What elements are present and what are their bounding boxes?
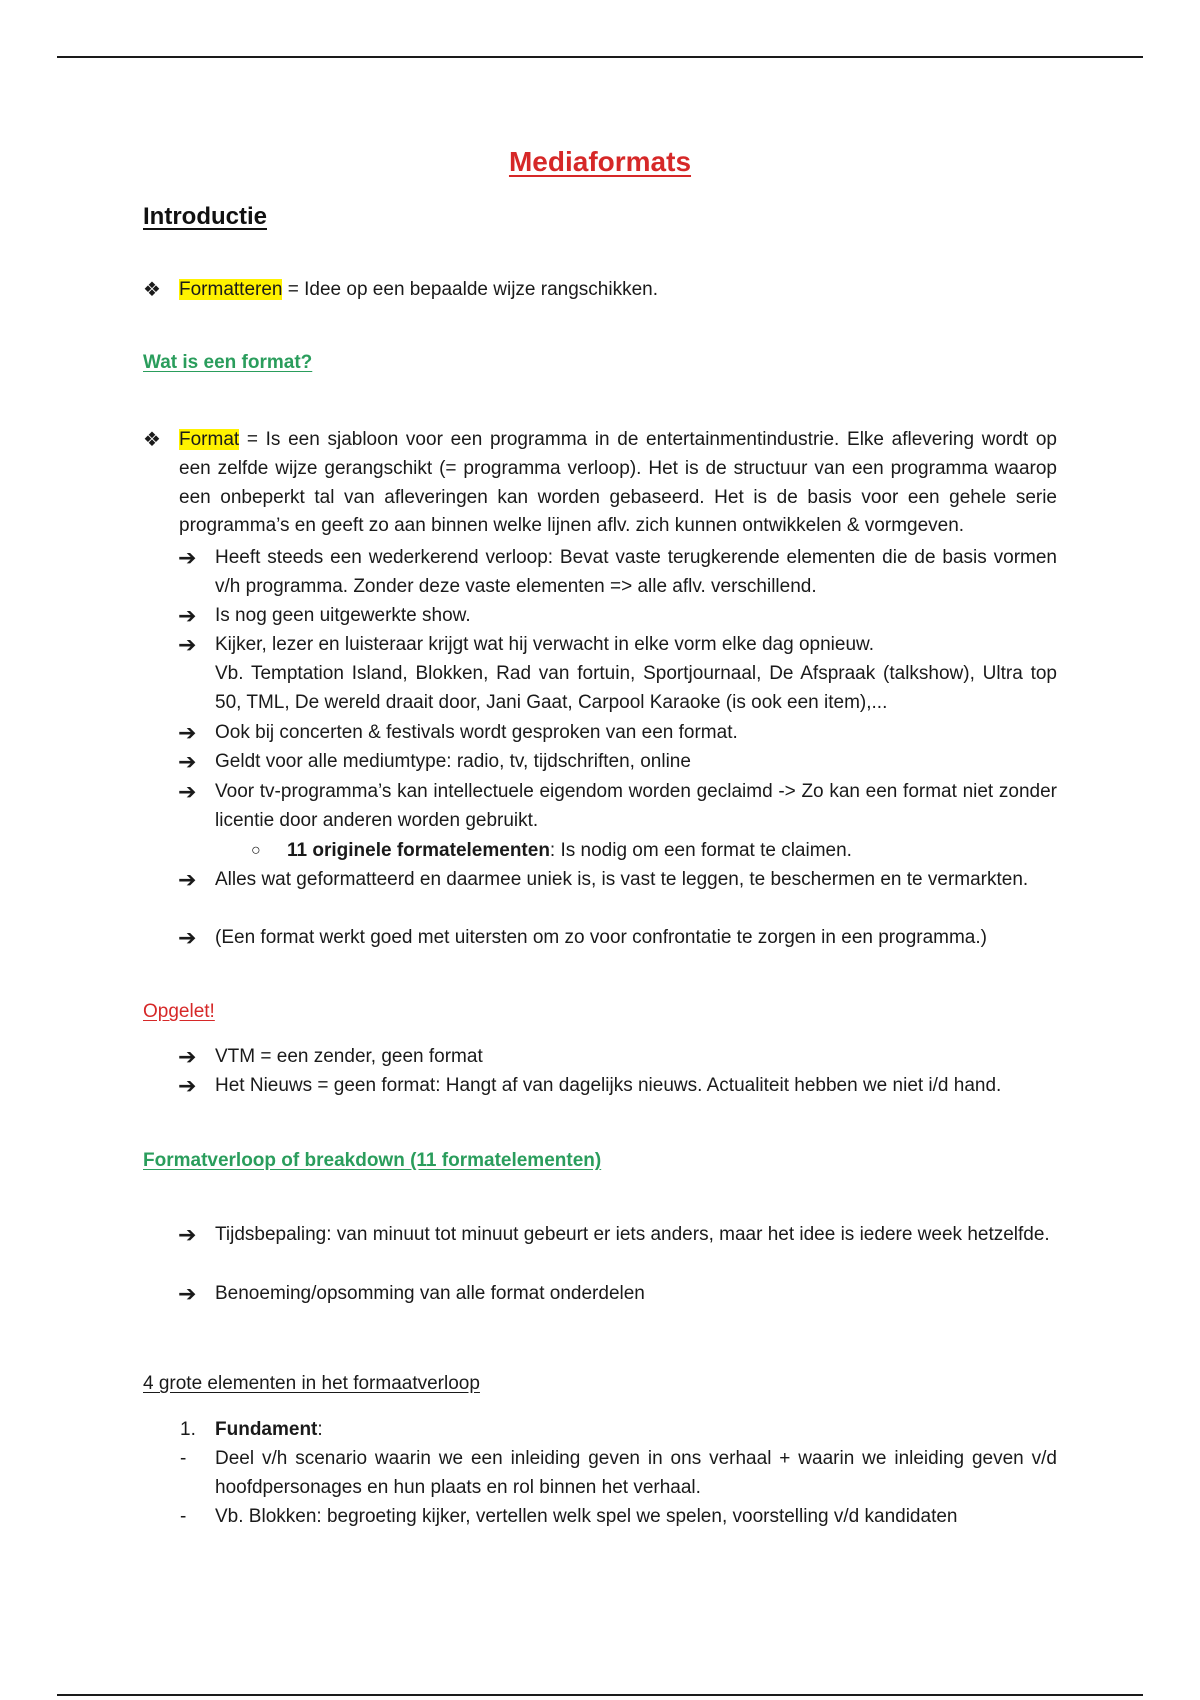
list-item: Alles wat geformatteerd en daarmee uniek is, is vast te leggen, te beschermen en te vermarkten. (215, 869, 1029, 890)
list-item: Kijker, lezer en luisteraar krijgt wat hij verwacht in elke vorm elke dag opnieuw. (215, 634, 874, 655)
list-item: Het Nieuws = geen format: Hangt af van dagelijks nieuws. Actualiteit hebben we niet i/d hand. (215, 1075, 1002, 1096)
heading-introductie: Introductie (143, 203, 267, 230)
arrow-bullet-icon: ➔ (178, 749, 197, 774)
dash-bullet-icon: - (180, 1448, 187, 1469)
top-rule (57, 56, 1143, 58)
list-item: Heeft steeds een wederkerend verloop: Bevat vaste terugkerende elementen die de basis vormen v/h programma. Zonder deze vaste elementen => alle aflv. verschillend. (215, 547, 1057, 597)
heading-4-grote-elementen: 4 grote elementen in het formaatverloop (143, 1373, 480, 1394)
arrow-bullet-icon: ➔ (178, 925, 197, 950)
list-item: VTM = een zender, geen format (215, 1046, 483, 1067)
definition-formatteren: Formatteren = Idee op een bepaalde wijze rangschikken. (179, 279, 658, 300)
arrow-bullet-icon: ➔ (178, 1044, 197, 1069)
term-format: Format (179, 429, 240, 450)
list-item: Ook bij concerten & festivals wordt gesproken van een format. (215, 722, 738, 743)
list-item: Deel v/h scenario waarin we een inleiding geven in ons verhaal + waarin we inleiding geven v/d hoofdpersonages en hun plaats en rol binnen het verhaal. (215, 1448, 1057, 1498)
arrow-bullet-icon: ➔ (178, 1222, 197, 1247)
examples-text: Vb. Temptation Island, Blokken, Rad van fortuin, Sportjournaal, De Afspraak (talkshow), Ultra top 50, TML, De wereld draait door, Jani Gaat, Carpool Karaoke (is ook een item),... (215, 663, 1057, 713)
arrow-bullet-icon: ➔ (178, 1073, 197, 1098)
circle-bullet-icon: ○ (251, 842, 261, 859)
list-number: 1. (180, 1419, 196, 1440)
list-item: Vb. Blokken: begroeting kijker, vertellen welk spel we spelen, voorstelling v/d kandidaten (215, 1506, 958, 1527)
arrow-bullet-icon: ➔ (178, 1281, 197, 1306)
definition-format: Format = Is een sjabloon voor een programma in de entertainmentindustrie. Elke aflevering wordt op een zelfde wijze gerangschikt (= programma verloop). Het is de structuur van een programma waarop een onbeperkt tal van afleveringen kan worden gebaseerd. Het is de basis voor een gehele serie programma’s en geeft zo aan binnen welke lijnen aflv. zich kunnen ontwikkelen & vormgeven. (179, 429, 1057, 537)
diamond-bullet-icon: ❖ (143, 279, 161, 301)
list-item: Benoeming/opsomming van alle format onderdelen (215, 1283, 645, 1304)
list-item: Voor tv-programma’s kan intellectuele eigendom worden geclaimd -> Zo kan een format niet zonder licentie door anderen worden gebruikt. (215, 781, 1057, 831)
list-item: Geldt voor alle mediumtype: radio, tv, tijdschriften, online (215, 751, 691, 772)
diamond-bullet-icon: ❖ (143, 429, 161, 451)
arrow-bullet-icon: ➔ (178, 632, 197, 657)
arrow-bullet-icon: ➔ (178, 867, 197, 892)
arrow-bullet-icon: ➔ (178, 545, 197, 570)
heading-opgelet: Opgelet! (143, 1001, 215, 1022)
fundament-label: Fundament: (215, 1419, 323, 1440)
page-title: Mediaformats (508, 146, 692, 177)
heading-wat-is-een-format: Wat is een format? (143, 352, 313, 373)
bottom-rule (57, 1694, 1143, 1696)
arrow-bullet-icon: ➔ (178, 603, 197, 628)
arrow-bullet-icon: ➔ (178, 779, 197, 804)
term-formatteren: Formatteren (179, 279, 283, 300)
dash-bullet-icon: - (180, 1506, 187, 1527)
heading-formatverloop: Formatverloop of breakdown (11 formatelementen) (143, 1150, 602, 1171)
list-item: Is nog geen uitgewerkte show. (215, 605, 471, 626)
sub-item-formatelementen: 11 originele formatelementen: Is nodig om een format te claimen. (287, 840, 852, 861)
list-item: Tijdsbepaling: van minuut tot minuut gebeurt er iets anders, maar het idee is iedere week hetzelfde. (215, 1224, 1050, 1245)
list-item: (Een format werkt goed met uitersten om zo voor confrontatie te zorgen in een programma.) (215, 927, 987, 948)
arrow-bullet-icon: ➔ (178, 720, 197, 745)
